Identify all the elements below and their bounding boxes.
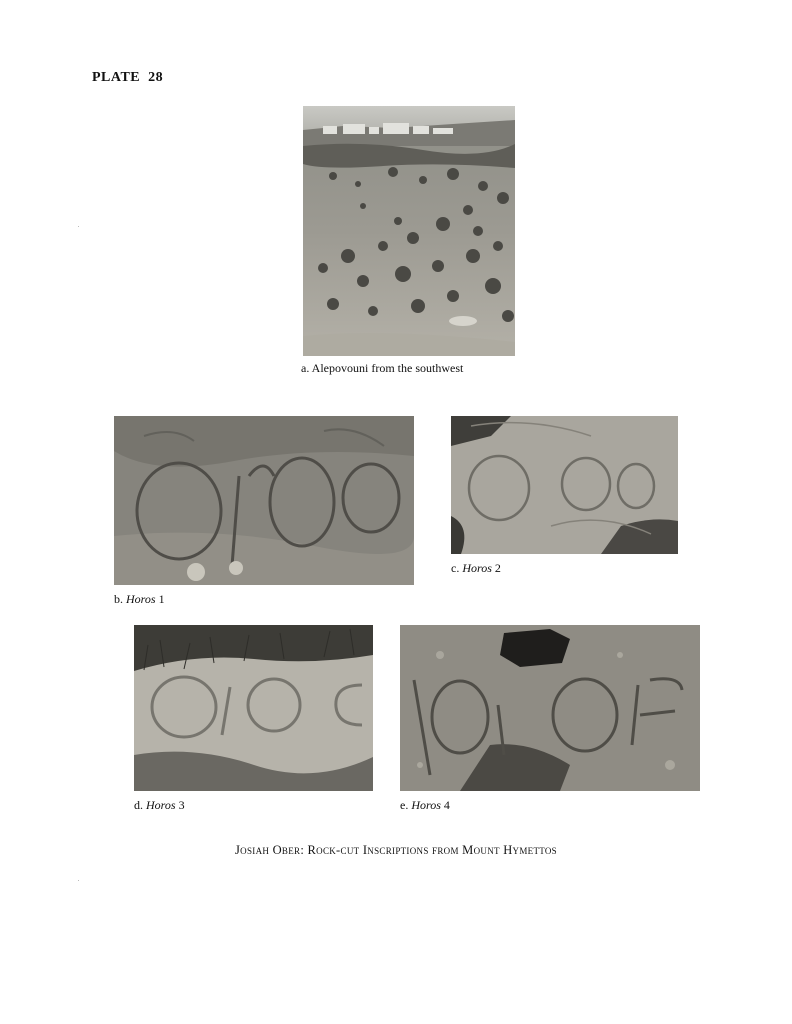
photo-alepovouni (303, 106, 515, 356)
margin-speck (78, 880, 79, 881)
caption-c-num: 2 (494, 561, 501, 575)
plate-label: PLATE (92, 70, 141, 85)
margin-speck (78, 226, 79, 227)
plate-footer: Josiah Ober: Rock-cut Inscriptions from Mount Hymettos (235, 843, 557, 857)
caption-a (301, 361, 463, 376)
caption-b-num: 1 (158, 592, 165, 606)
caption-e (400, 798, 450, 813)
photo-horos-1 (114, 416, 414, 585)
caption-a-letter: a. (301, 361, 310, 375)
photo-horos-2 (451, 416, 678, 554)
caption-c (451, 561, 501, 576)
photo-horos-3 (134, 625, 373, 791)
caption-e-italic: Horos (411, 798, 441, 812)
caption-d-letter: d. (134, 798, 143, 812)
caption-b (114, 592, 165, 607)
caption-b-italic: Horos (126, 592, 156, 606)
photo-horos-4 (400, 625, 700, 791)
caption-e-letter: e. (400, 798, 409, 812)
caption-d-italic: Horos (146, 798, 176, 812)
plate-number: 28 (148, 70, 164, 85)
caption-b-letter: b. (114, 592, 123, 606)
caption-e-num: 4 (443, 798, 450, 812)
plate-heading (92, 70, 163, 86)
caption-d (134, 798, 185, 813)
caption-c-italic: Horos (462, 561, 492, 575)
caption-c-letter: c. (451, 561, 460, 575)
caption-d-num: 3 (178, 798, 185, 812)
caption-a-text: Alepovouni from the southwest (311, 361, 464, 375)
